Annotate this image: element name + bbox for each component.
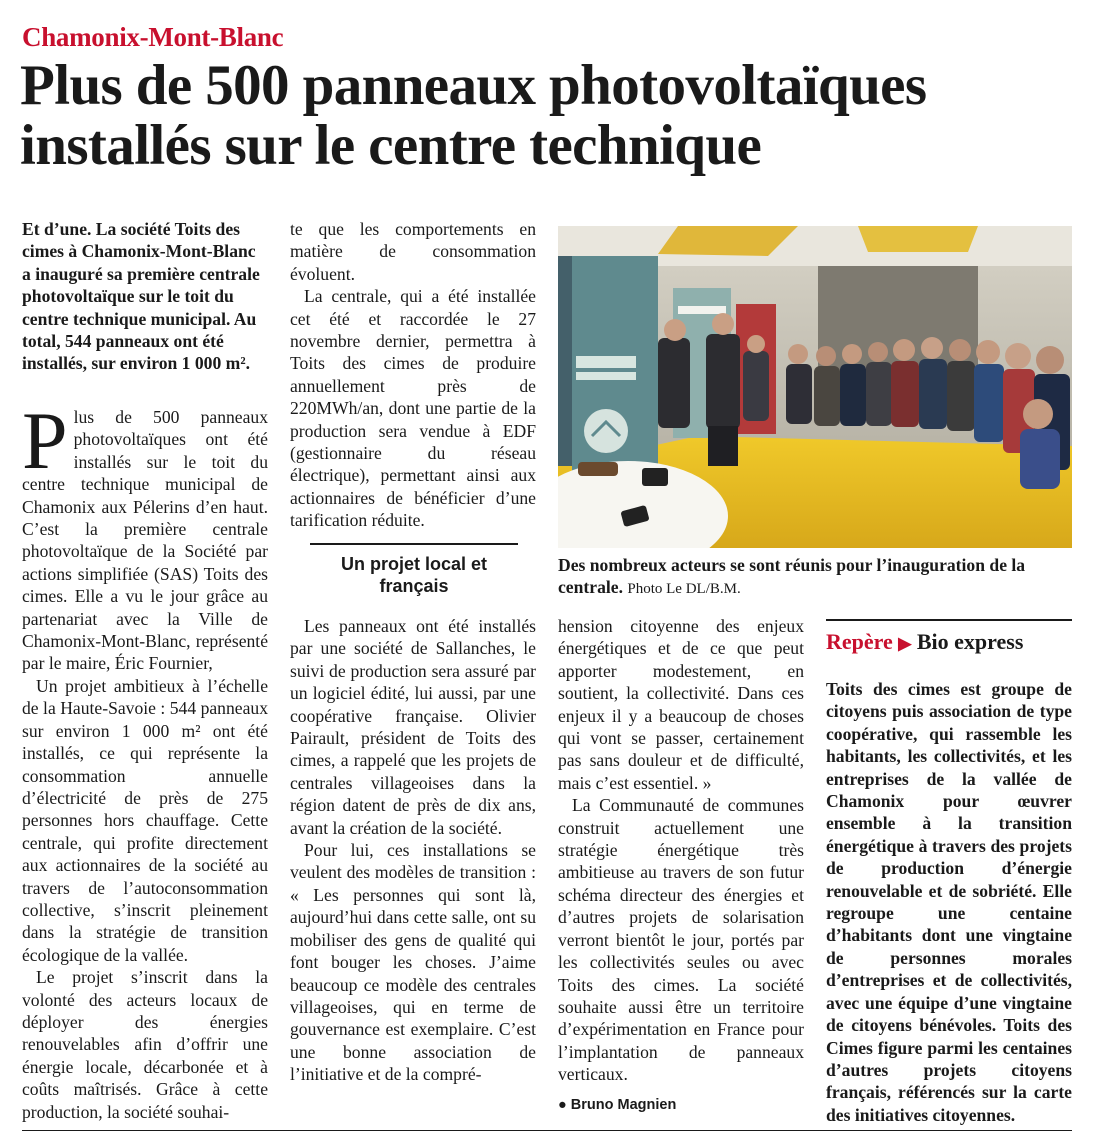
photo-illustration	[558, 226, 1072, 548]
body-column-3	[558, 615, 804, 1086]
paragraph-6: Les panneaux ont été installés par une société de Sallanches, le suivi de production sera assuré par un logiciel édité, lui aussi, par une coopérative française. Olivier Pairault, président de Toits des cimes, a rappelé que les projets de centrales villageoises dans la région datent de près de dix ans, avant la création de la société.	[290, 616, 536, 838]
paragraph-8: hension citoyenne des enjeux énergétiques et de ce que peut apporter modestement, en soutient, la collectivité. Dans ces enjeux il y a beaucoup de choses qui vont se passer, certainement pas sans douleur et de difficulté, mais c’est essentiel. »	[558, 616, 804, 793]
sidebar-text: Toits des cimes est groupe de citoyens puis association de type coopérative, qui rassemble les habitants, les collectivités, et les entreprises de la vallée de Chamonix pour œuvrer ensemble à la transition énergétique à travers des projets de production d’énergie renouvelable et de sobriété. Elle regroupe une centaine d’habitants dont une vingtaine de personnes morales d’entreprises et de collectivités, avec une équipe d’une vingtaine de citoyens bénévoles. Toits des Cimes figure parmi les centaines d’autres projets citoyens français, référencés sur la carte des initiatives citoyennes.	[826, 679, 1072, 1125]
paragraph-3: Le projet s’inscrit dans la volonté des acteurs locaux de déployer des énergies renouvelables afin d’offrir une énergie locale, décarbonée et à coûts maîtrisés. Grâce à cette production, la société souhai-	[22, 967, 268, 1122]
paragraph-2: Un projet ambitieux à l’échelle de la Haute-Savoie : 544 panneaux sur environ 1 000 m² ont été installés, ce qui représente la consommation annuelle d’électricité de près de 275 personnes hors chauffage. Cette centrale, qui profite directement aux actionnaires de la société au travers de l’autoconsommation collective, s’inscrit pleinement dans la stratégie de transition écologique de la vallée.	[22, 675, 268, 965]
body-column-2-lower	[290, 615, 536, 1086]
drop-cap: P	[22, 395, 68, 486]
article-headline: Plus de 500 panneaux photovoltaïques installés sur le centre technique	[20, 54, 927, 177]
paragraph-1	[22, 395, 268, 675]
body-column-1	[22, 395, 268, 1123]
article-lead: Et d’une. La société Toits des cimes à Chamonix-Mont-Blanc a inauguré sa première centrale photovoltaïque sur le toit du centre technique municipal. Au total, 544 panneaux ont été installés, sur environ 1 000 m².	[22, 219, 260, 374]
kicker-location: Chamonix-Mont-Blanc	[22, 22, 284, 52]
paragraph-5: La centrale, qui a été installée cet été et raccordée le 27 novembre dernier, permettra à Toits des cimes de produire annuellement près de 220MWh/an, dont une partie de la production sera vendue à EDF (gestionnaire du réseau électrique), permettant ainsi aux actionnaires de bénéficier d’une tarification réduite.	[290, 286, 536, 531]
paragraph-4: te que les comportements en matière de consommation évoluent.	[290, 219, 536, 284]
play-arrow-icon: ▶	[898, 634, 912, 653]
body-column-2	[290, 218, 536, 532]
bottom-rule	[22, 1130, 1072, 1131]
intertitle: Un projet local et français	[340, 554, 488, 596]
intertitle-rule	[310, 543, 518, 545]
paragraph-7: Pour lui, ces installations se veulent des modèles de transition : « Les personnes qui sont là, aujourd’hui dans cette salle, ont su mobiliser des gens de qualité qui font bouger les choses. J’aime beaucoup ce modèle des centrales villageoises, qui en terme de gouvernance est exemplaire. C’est une bonne association de l’initiative et de la compré-	[290, 840, 536, 1085]
sidebar-heading	[826, 628, 1072, 658]
photo-caption	[558, 554, 1072, 600]
author-signature: ● Bruno Magnien	[558, 1097, 677, 1113]
sidebar-title: Bio express	[916, 629, 1024, 654]
photo-credit: Photo Le DL/B.M.	[627, 581, 741, 597]
paragraph-1-text: lus de 500 panneaux photovoltaïques ont été installés sur le toit du centre technique municipal de Chamonix aux Pélerins d’en haut. C’est la première centrale photovoltaïque de la Société par actions simplifiée (SAS) Toits des cimes. Elle a vu le jour grâce au partenariat avec la Ville de Chamonix-Mont-Blanc, représenté par le maire, Éric Fournier,	[22, 407, 268, 674]
caption-text: Des nombreux acteurs se sont réunis pour l’inauguration de la centrale.	[558, 555, 1026, 597]
article-photo	[558, 226, 1072, 548]
paragraph-9: La Communauté de communes construit actuellement une stratégie énergétique très ambitieuse au travers de son futur schéma directeur des énergies et d’autres projets de solarisation verront bientôt le jour, portés par les collectivités seules ou avec Toits des cimes. La société souhaite aussi être un territoire d’expérimentation en France pour l’implantation de panneaux verticaux.	[558, 795, 804, 1085]
sidebar-rule	[826, 619, 1072, 621]
sidebar-label: Repère	[826, 629, 893, 654]
